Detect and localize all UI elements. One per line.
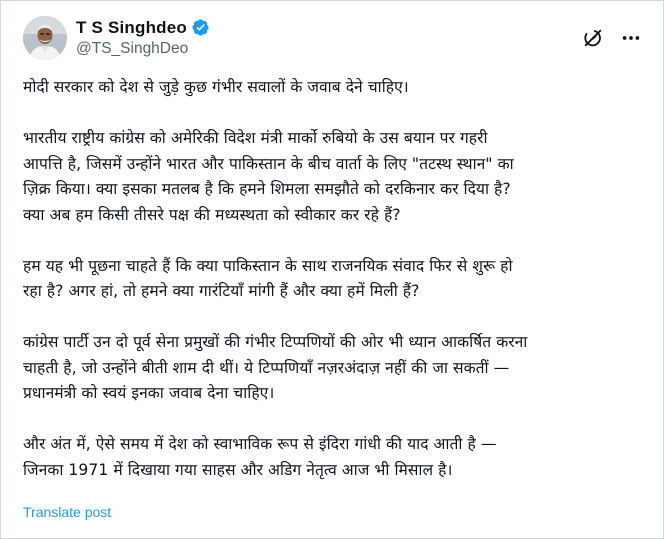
post-line: क्या अब हम किसी तीसरे पक्ष की मध्यस्थता को स्वीकार कर रहे हैं? xyxy=(23,205,401,224)
author-display-name[interactable]: T S Singhdeo xyxy=(76,17,188,37)
post-line: रहा है? अगर हां, तो हमने क्या गारंटियाँ मांगी हैं और क्या हमें मिली हैं? xyxy=(23,282,420,300)
post-text xyxy=(23,75,649,483)
grok-icon[interactable] xyxy=(581,26,605,50)
post-line: कांग्रेस पार्टी उन दो पूर्व सेना प्रमुखों की गंभीर टिप्पणियों की ओर भी ध्यान आकर्षित करना xyxy=(23,333,528,351)
post-line: हम यह भी पूछना चाहते हैं कि क्या पाकिस्तान के साथ राजनयिक संवाद फिर से शुरू हो xyxy=(23,256,513,275)
more-options-icon[interactable] xyxy=(619,26,643,50)
post-paragraph-4 xyxy=(23,330,649,407)
post-header xyxy=(23,15,647,61)
post-line: प्रधानमंत्री को स्वयं इनका जवाब देना चाहिए। xyxy=(23,384,275,402)
author-handle[interactable]: @TS_SinghDeo xyxy=(76,39,189,57)
post-line: और अंत में, ऐसे समय में देश को स्वाभाविक रूप से इंदिरा गांधी की याद आती है — xyxy=(23,435,497,453)
post-paragraph-3 xyxy=(23,254,649,305)
name-row xyxy=(76,18,210,38)
verified-badge-icon[interactable] xyxy=(191,18,210,37)
author-names xyxy=(76,18,210,59)
translate-post-link[interactable]: Translate post xyxy=(23,504,112,520)
post-line: आपत्ति है, जिसमें उन्होंने भारत और पाकिस्तान के बीच वार्ता के लिए "तटस्थ स्थान" का xyxy=(23,154,514,173)
avatar[interactable] xyxy=(23,16,67,60)
post-line: भारतीय राष्ट्रीय कांग्रेस को अमेरिकी विदेश मंत्री मार्को रुबियो के उस बयान पर गहरी xyxy=(23,129,488,147)
post-line: ज़िक्र किया। क्या इसका मतलब है कि हमने शिमला समझौते को दरकिनार कर दिया है? xyxy=(23,180,511,198)
post-line: मोदी सरकार को देश से जुड़े कुछ गंभीर सवालों के जवाब देने चाहिए। xyxy=(23,78,409,96)
post-paragraph-5 xyxy=(23,432,649,483)
header-actions xyxy=(581,26,647,50)
post-line: जिनका 1971 में दिखाया गया साहस और अडिग नेतृत्व आज भी मिसाल है। xyxy=(23,460,453,479)
post-paragraph-1 xyxy=(23,75,649,101)
post-line: चाहती है, जो उन्होंने बीती शाम दी थीं। ये टिप्पणियाँ नज़रअंदाज़ नहीं की जा सकतीं — xyxy=(23,358,510,377)
post-paragraph-2 xyxy=(23,126,649,228)
avatar-image xyxy=(23,16,67,60)
